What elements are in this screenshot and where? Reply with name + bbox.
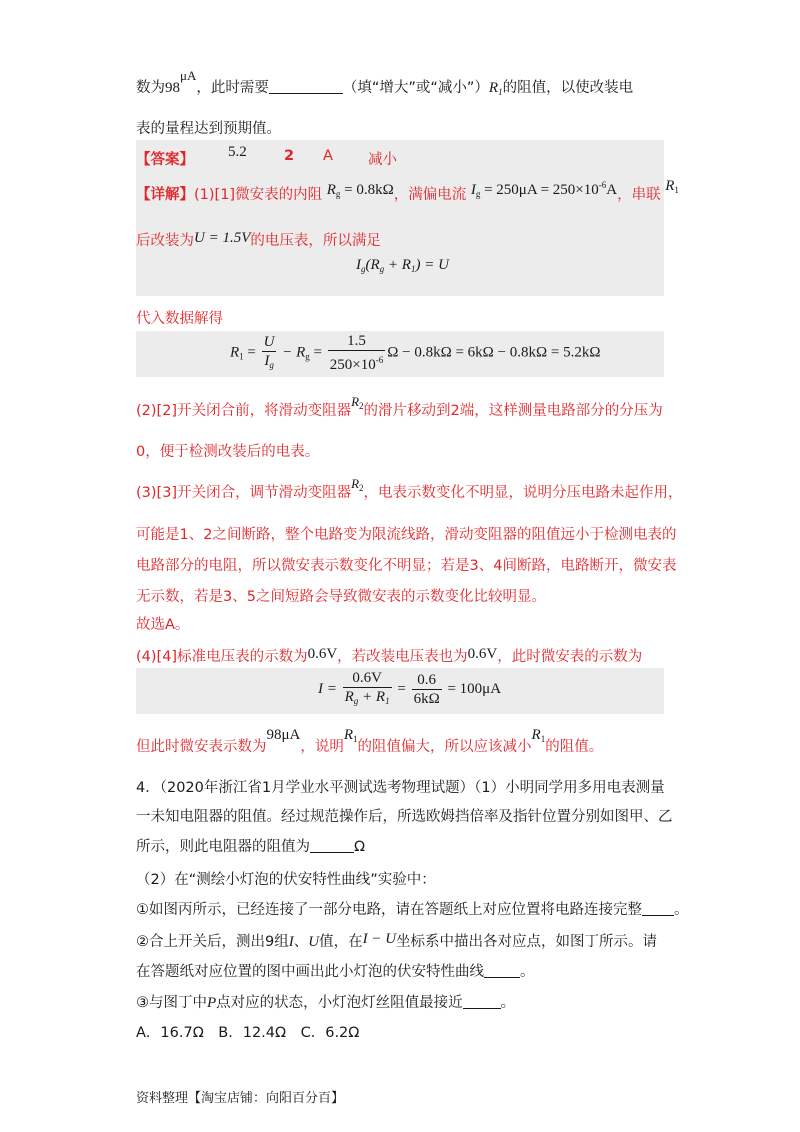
symbol-p: P [207, 995, 217, 1011]
text: 点对应的状态，小灯泡灯丝阻值最接近 [216, 995, 463, 1011]
answer-2: 2 [284, 148, 295, 164]
text: 的阻值。 [545, 739, 604, 755]
eq-sub: g [379, 264, 385, 274]
substitute-label: 代入数据解得 [136, 311, 223, 327]
part-3-line-5: 故选A。 [136, 617, 190, 633]
symbol-sub: 1 [498, 87, 503, 97]
symbol-r: R [488, 80, 499, 96]
eq-part: I = [318, 680, 341, 697]
detail-line-1 [136, 178, 679, 204]
frac-num: U [263, 333, 275, 350]
text: 但此时微安表示数为 [136, 739, 267, 755]
equation-2 [230, 332, 601, 374]
fraction-value [412, 671, 442, 708]
eq-sub: 1 [410, 264, 416, 274]
text: 的阻值偏大，所以应该减小 [357, 739, 532, 755]
symbol-r1: R [343, 727, 354, 743]
detail-line-2 [136, 229, 381, 250]
part-3-line-3: 电路部分的电阻，所以微安表示数变化不明显；若是3、4间断路，电路断开，微安表 [136, 558, 677, 574]
text: (1)[1]微安表的内阻 [194, 187, 323, 203]
text: (3)[3]开关闭合，调节滑动变阻器 [136, 485, 352, 501]
text: ②合上开关后，测出9组 [136, 934, 289, 950]
symbol-sub: g [475, 189, 481, 199]
eq-part: I [356, 257, 361, 273]
symbol-sub: g [335, 189, 341, 199]
symbol-i: I [288, 934, 294, 950]
frac-den: + R [358, 689, 386, 705]
eq-sub: g [269, 359, 274, 370]
frac-den: I [264, 352, 270, 369]
exponent: -6 [598, 180, 607, 190]
question-4-line-1: 4．（2020年浙江省1月学业水平测试选考物理试题）（1）小明同学用多用电表测量 [136, 780, 665, 796]
part-3-line-2: 可能是1、2之间断路，整个电路变为限流线路，滑动变阻器的阻值远小于检测电表的 [136, 527, 677, 543]
text: ①如图丙所示，已经连接了一部分电路，请在答题纸上对应位置将电路连接完整 [136, 902, 642, 918]
text: (2)[2]开关闭合前，将滑动变阻器 [136, 403, 352, 419]
text-line-1 [136, 68, 634, 97]
eq-sub: 1 [385, 696, 390, 706]
part-3-line-1 [136, 476, 683, 502]
symbol-r2: R [351, 476, 360, 491]
text: 后改装为 [136, 233, 194, 249]
answer-line [136, 144, 397, 169]
value-98ua: 98μA [266, 727, 301, 743]
text: 、 [293, 934, 309, 950]
eq-sub: g [305, 351, 310, 362]
question-4-item-2 [136, 930, 657, 951]
text: ，满偏电流 [393, 187, 467, 203]
symbol-u: U [308, 934, 320, 950]
text: 。 [520, 964, 535, 980]
eq-part: + R [384, 257, 411, 273]
eq-part: R [230, 344, 240, 361]
eq-part: (R [365, 257, 380, 273]
unit-ua: μA [180, 68, 197, 83]
eq-part: Ω − 0.8kΩ = 6kΩ − 0.8kΩ = 5.2kΩ [387, 344, 601, 361]
text: 的阻值，以使改装电 [502, 80, 634, 96]
text: （填“增大”或“减小”） [342, 80, 489, 96]
value-rg: = 0.8kΩ [340, 182, 394, 198]
exponent: -6 [375, 355, 384, 365]
answer-4: 减小 [368, 152, 397, 168]
part-2-line-1 [136, 394, 663, 420]
symbol-sub: 1 [674, 185, 679, 195]
unit-a: A [606, 182, 618, 198]
text-line-2: 表的量程达到预期值。 [136, 121, 281, 137]
value-98: 98 [165, 80, 180, 96]
answer-label: 【答案】 [136, 152, 194, 168]
symbol-r1: R [665, 178, 675, 194]
text: ，此时微安表的示数为 [497, 649, 643, 665]
eq-sub: g [361, 264, 366, 274]
question-4-item-2-cont [136, 960, 535, 981]
fraction-current [343, 669, 392, 710]
question-4-item-1 [136, 898, 689, 919]
text: 的电压表，所以满足 [250, 233, 381, 249]
symbol-sub: 2 [359, 483, 364, 493]
text: ，若改装电压表也为 [337, 649, 468, 665]
frac-den: 6kΩ [413, 691, 440, 707]
symbol-ig: I [470, 182, 476, 198]
eq-sub: g [353, 696, 359, 706]
text: ，电表示数变化不明显，说明分压电路未起作用， [363, 485, 683, 501]
part-4-conclusion [136, 727, 604, 756]
text: 所示，则此电阻器的阻值为 [136, 839, 310, 855]
text: ，此时需要 [196, 80, 269, 96]
answer-blank [310, 838, 354, 853]
text: 。 [674, 902, 689, 918]
frac-num: 0.6 [412, 671, 442, 690]
answer-blank [463, 994, 501, 1009]
question-4-part-2: （2）在“测绘小灯泡的伏安特性曲线”实验中： [136, 872, 436, 888]
text: ，串联 [617, 187, 661, 203]
text: 数为 [136, 80, 165, 96]
page-footer: 资料整理【淘宝店铺：向阳百分百】 [136, 1091, 345, 1106]
text: ③与图丁中 [136, 995, 207, 1011]
symbol-i-u: I − U [362, 931, 397, 947]
fraction-value [328, 332, 385, 374]
value-ig: = 250μA = 250×10 [480, 182, 599, 198]
part-3-line-4: 无示数，若是3、5之间短路会导致微安表的示数变化比较明显。 [136, 589, 546, 605]
text: 在答题纸对应位置的图中画出此小灯泡的伏安特性曲线 [136, 964, 484, 980]
symbol-r1: R [531, 727, 541, 743]
text: 坐标系中描出各对应点，如图丁所示。请 [396, 934, 658, 950]
symbol-r2: R [351, 394, 360, 409]
eq-sub: 1 [239, 351, 244, 362]
question-4-line-2: 一未知电阻器的阻值。经过规范操作后，所选欧姆挡倍率及指针位置分别如图甲、乙 [136, 809, 673, 825]
text: 值，在 [319, 934, 363, 950]
symbol-sub: 2 [359, 401, 364, 411]
symbol-rg: R [326, 182, 336, 198]
answer-blank [484, 963, 520, 978]
text: 。 [500, 995, 516, 1011]
value-0.6v: 0.6V [467, 646, 498, 662]
symbol-sub: 1 [353, 734, 358, 744]
eq-part: ) = U [415, 257, 449, 273]
answer-3: A [323, 148, 333, 164]
eq-part: = [309, 344, 326, 361]
part-2-line-2: 0，便于检测改装后的电表。 [136, 444, 320, 460]
frac-num: 1.5 [328, 332, 385, 351]
value-0.6v: 0.6V [307, 646, 338, 662]
unit-ohm: Ω [354, 839, 366, 855]
equation-1 [356, 257, 449, 274]
fraction-u-over-ig [262, 333, 277, 374]
answer-blank [269, 79, 343, 94]
symbol-sub: 1 [540, 734, 546, 744]
eq-part: = 100μA [443, 680, 502, 697]
equation-3 [318, 669, 501, 710]
question-4-line-3 [136, 835, 365, 856]
eq-part: = [393, 680, 410, 697]
answer-1: 5.2 [228, 144, 247, 160]
part-4-line-1 [136, 645, 642, 666]
value-u: U = 1.5V [194, 230, 251, 246]
frac-den: 250×10 [329, 357, 376, 373]
detail-label: 【详解】 [136, 187, 194, 203]
frac-num: 0.6V [343, 669, 392, 688]
text: 的滑片移动到2端，这样测量电路部分的分压为 [363, 403, 663, 419]
question-4-item-3 [136, 991, 515, 1012]
eq-part: − R [278, 344, 306, 361]
answer-blank [642, 901, 674, 916]
eq-part: = [243, 344, 260, 361]
text: (4)[4]标准电压表的示数为 [136, 649, 308, 665]
frac-den: R [344, 689, 354, 705]
text: ，说明 [300, 739, 344, 755]
question-4-options: A．16.7Ω B．12.4Ω C．6.2Ω [136, 1025, 360, 1041]
